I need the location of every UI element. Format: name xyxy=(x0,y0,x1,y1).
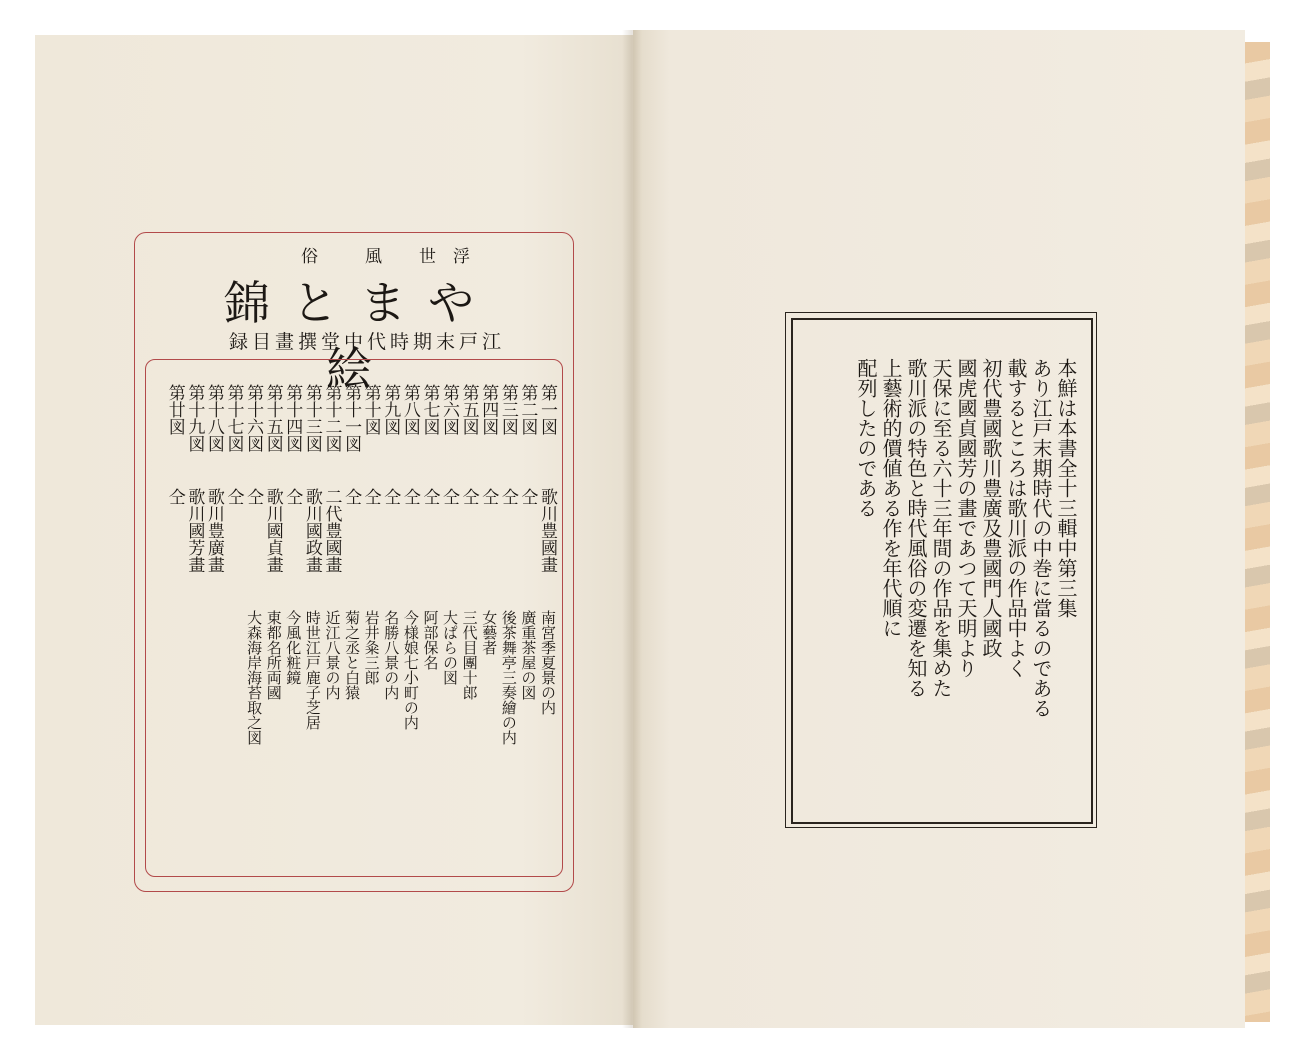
plate-number: 第十三図 xyxy=(301,384,322,452)
plate-number: 第四図 xyxy=(478,384,499,435)
book-gutter xyxy=(622,30,642,1028)
artist-name: 仝 xyxy=(497,488,518,505)
plate-number: 第五図 xyxy=(458,384,479,435)
artist-name: 二代豊國畫 xyxy=(321,488,342,573)
small-title-char: 俗 xyxy=(297,247,317,264)
title-area xyxy=(135,233,573,396)
plate-number: 第十二図 xyxy=(321,384,342,452)
subject-title: 東都名所両國 xyxy=(264,610,283,700)
subject-title: 廣重茶屋の図 xyxy=(519,610,538,700)
subtitle: 江戸末期時代中堂撰畫目録 xyxy=(228,331,505,353)
plate-number: 第廿図 xyxy=(164,384,185,435)
artist-names xyxy=(164,488,556,573)
preface-column: 本鮮は本書全十三輯中第三集 xyxy=(1054,358,1078,618)
plate-number: 第七図 xyxy=(419,384,440,435)
plate-number: 第八図 xyxy=(399,384,420,435)
subject-title: 女藝者 xyxy=(480,610,499,655)
artist-name: 歌川國政畫 xyxy=(301,488,322,573)
artist-name: 仝 xyxy=(399,488,420,505)
artist-name: 仝 xyxy=(380,488,401,505)
preface-column: 配列したのである xyxy=(854,358,878,518)
plate-number: 第十七図 xyxy=(223,384,244,452)
subject-title: 三代目團十郎 xyxy=(460,610,479,700)
preface-frame xyxy=(785,312,1097,828)
artist-name: 仝 xyxy=(439,488,460,505)
subject-title: 近江八景の内 xyxy=(323,610,342,700)
preface-inner-frame xyxy=(791,318,1093,824)
subject-title: 後茶舞亭三奏繪の内 xyxy=(499,610,518,745)
preface-column: あり江戸末期時代の中巻に當るのである xyxy=(1029,358,1053,718)
subject-title: 大森海岸海苔取之図 xyxy=(245,610,264,745)
plate-numbers xyxy=(164,384,556,452)
plate-number: 第十五図 xyxy=(262,384,283,452)
plate-number: 第十六図 xyxy=(243,384,264,452)
artist-name: 仝 xyxy=(478,488,499,505)
preface-column: 初代豊國歌川豊廣及豊國門人國政 xyxy=(979,358,1003,658)
preface-column: 天保に至る六十三年間の作品を集めた xyxy=(929,358,953,698)
contents-list xyxy=(145,359,563,877)
subject-title: 阿部保名 xyxy=(421,610,440,670)
small-title-char: 世 xyxy=(415,247,435,264)
artist-name: 歌川豊廣畫 xyxy=(203,488,224,573)
artist-name: 歌川國貞畫 xyxy=(262,488,283,573)
main-title: やまと錦絵 xyxy=(224,276,496,396)
plate-number: 第二図 xyxy=(517,384,538,435)
subject-title: 岩井粂三郎 xyxy=(362,610,381,685)
artist-name: 仝 xyxy=(164,488,185,505)
artist-name: 歌川國芳畫 xyxy=(184,488,205,573)
artist-name: 歌川豊國畫 xyxy=(537,488,557,573)
artist-name: 仝 xyxy=(419,488,440,505)
plate-number: 第一図 xyxy=(537,384,557,435)
artist-name: 仝 xyxy=(282,488,303,505)
subject-title: 時世江戸鹿子芝居 xyxy=(303,610,322,730)
subject-title: 南宮季夏景の内 xyxy=(539,610,557,715)
preface-column: 載するところは歌川派の作品中よく xyxy=(1004,358,1028,678)
artist-name: 仝 xyxy=(223,488,244,505)
preface-column: 國虎國貞國芳の畫であつて天明より xyxy=(954,358,978,678)
preface-column: 上藝術的價値ある作を年代順に xyxy=(879,358,903,638)
plate-number: 第六図 xyxy=(439,384,460,435)
plate-number: 第十四図 xyxy=(282,384,303,452)
subject-titles xyxy=(243,610,557,745)
preface-text xyxy=(852,358,1077,718)
table-of-contents-frame xyxy=(134,232,574,892)
artist-name: 仝 xyxy=(243,488,264,505)
small-title-char: 浮 xyxy=(449,247,469,264)
plate-number: 第十図 xyxy=(360,384,381,435)
plate-number: 第九図 xyxy=(380,384,401,435)
subject-title: 名勝八景の内 xyxy=(382,610,401,700)
subject-title: 今風化粧鏡 xyxy=(284,610,303,685)
artist-name: 仝 xyxy=(517,488,538,505)
subject-title: 菊之丞と白猿 xyxy=(343,610,362,700)
plate-number: 第十八図 xyxy=(203,384,224,452)
plate-number: 第十九図 xyxy=(184,384,205,452)
preface-column: 歌川派の特色と時代風俗の変遷を知る xyxy=(904,358,928,698)
small-title-char: 風 xyxy=(361,247,381,264)
subject-title: 大ぱらの図 xyxy=(441,610,460,685)
subject-title: 今様娘七小町の内 xyxy=(401,610,420,730)
artist-name: 仝 xyxy=(360,488,381,505)
artist-name: 仝 xyxy=(341,488,362,505)
plate-number: 第十一図 xyxy=(341,384,362,452)
plate-number: 第三図 xyxy=(497,384,518,435)
artist-name: 仝 xyxy=(458,488,479,505)
